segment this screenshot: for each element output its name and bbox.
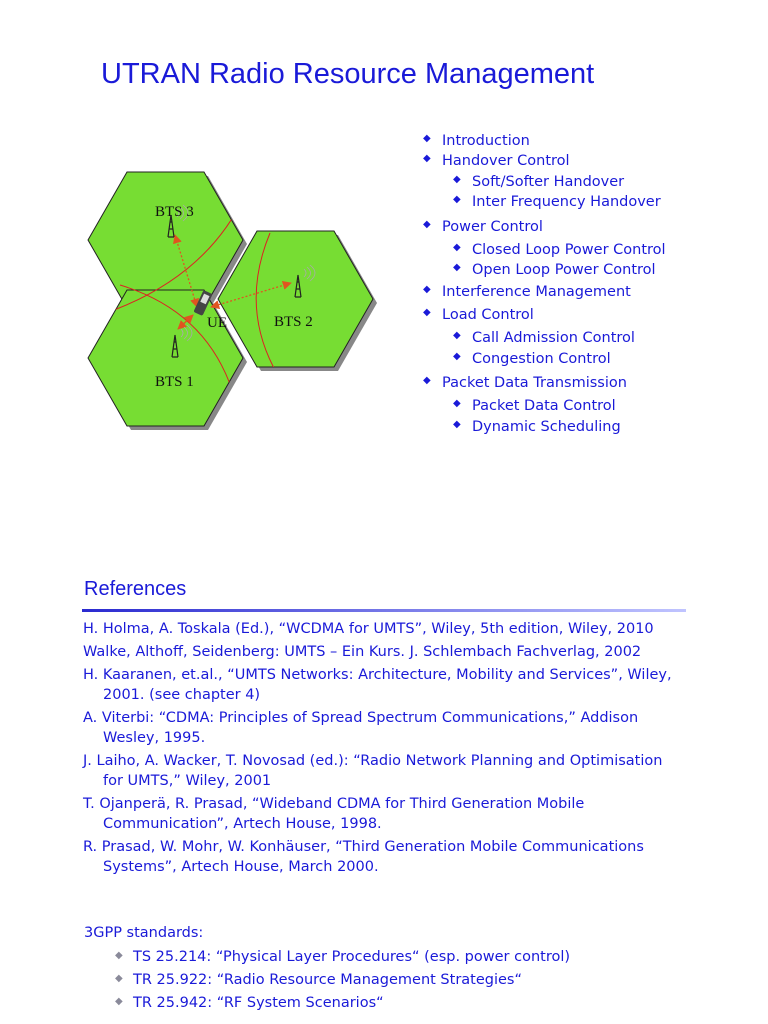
- list-item: ◆ Packet Data Transmission: [423, 375, 627, 391]
- ue-label: UE: [207, 315, 227, 331]
- references-heading: References: [84, 578, 187, 600]
- bts2-label: BTS 2: [274, 314, 313, 330]
- reference-item: T. Ojanperä, R. Prasad, “Wideband CDMA for Third Generation Mobile Communication”, Artech House, 1998.: [83, 796, 585, 832]
- list-item: ◆ Closed Loop Power Control: [453, 242, 666, 258]
- reference-item: H. Kaaranen, et.al., “UMTS Networks: Architecture, Mobility and Services”, Wiley, 2001. (see chapter 4): [83, 667, 672, 703]
- standard-item: ◆ TR 25.942: “RF System Scenarios“: [115, 995, 384, 1011]
- list-item: ◆ Congestion Control: [453, 351, 611, 367]
- list-item: ◆ Open Loop Power Control: [453, 262, 656, 278]
- list-item: ◆ Call Admission Control: [453, 330, 635, 346]
- standard-item: ◆ TR 25.922: “Radio Resource Management Strategies“: [115, 972, 522, 988]
- list-item: ◆ Packet Data Control: [453, 398, 616, 414]
- cell-diagram: [85, 165, 385, 435]
- bts3-label: BTS 3: [155, 204, 194, 220]
- references-divider: [82, 609, 686, 612]
- topic-list: [423, 130, 666, 435]
- reference-item: R. Prasad, W. Mohr, W. Konhäuser, “Third Generation Mobile Communications Systems”, Artech House, March 2000.: [83, 839, 644, 875]
- standards-heading: 3GPP standards:: [84, 925, 204, 941]
- reference-item: H. Holma, A. Toskala (Ed.), “WCDMA for UMTS”, Wiley, 5th edition, Wiley, 2010: [83, 621, 654, 637]
- reference-item: Walke, Althoff, Seidenberg: UMTS – Ein Kurs. J. Schlembach Fachverlag, 2002: [83, 644, 642, 660]
- list-item: ◆ Soft/Softer Handover: [453, 174, 625, 190]
- list-item: ◆ Power Control: [423, 219, 543, 235]
- standard-item: ◆ TS 25.214: “Physical Layer Procedures“ (esp. power control): [115, 949, 571, 965]
- standards-list: [115, 949, 570, 1018]
- list-item: ◆ Inter Frequency Handover: [453, 194, 661, 210]
- references-list: [83, 619, 683, 880]
- list-item: ◆ Introduction: [423, 133, 530, 149]
- list-item: ◆ Handover Control: [423, 153, 570, 169]
- page-title: UTRAN Radio Resource Management: [101, 58, 595, 90]
- list-item: ◆ Interference Management: [423, 284, 631, 300]
- reference-item: A. Viterbi: “CDMA: Principles of Spread Spectrum Communications,” Addison Wesley, 1995.: [83, 710, 639, 746]
- bts1-label: BTS 1: [155, 374, 194, 390]
- list-item: ◆ Load Control: [423, 307, 534, 323]
- list-item: ◆ Dynamic Scheduling: [453, 419, 621, 435]
- reference-item: J. Laiho, A. Wacker, T. Novosad (ed.): “Radio Network Planning and Optimisation for UMTS,” Wiley, 2001: [83, 753, 663, 789]
